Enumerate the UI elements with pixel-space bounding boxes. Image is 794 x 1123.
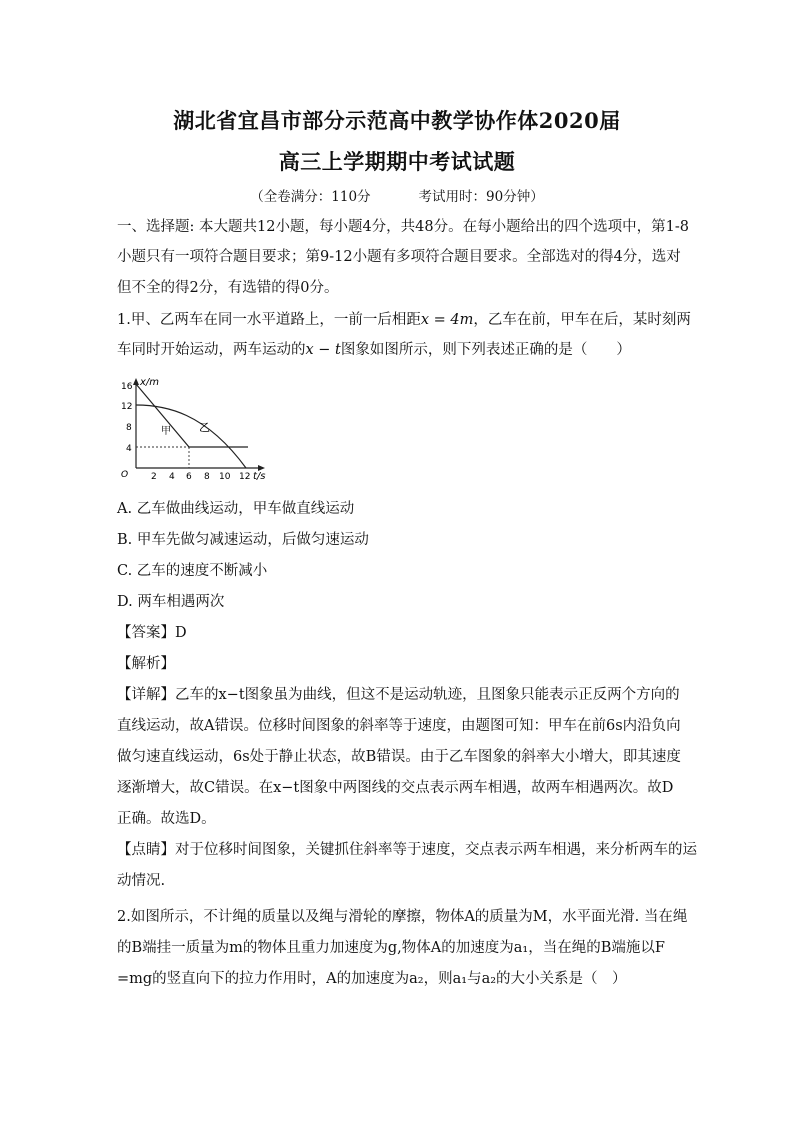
q1-stem-text: ，乙车在前，甲车在后，某时刻两 xyxy=(473,312,691,328)
q1-detail-line: 逐渐增大，故C错误。在x−t图象中两图线的交点表示两车相遇，故两车相遇两次。故D xyxy=(117,780,674,796)
q1-stem-math: x = 4m xyxy=(420,312,474,328)
q1-option-a: A. 乙车做曲线运动，甲车做直线运动 xyxy=(117,501,355,517)
section-line-1: 一、选择题: 本大题共12小题，每小题4分，共48分。在每小题给出的四个选项中，第1-8 xyxy=(117,219,689,235)
q1-stem-line-2 xyxy=(117,340,677,360)
q1-stem-line-1 xyxy=(117,310,691,330)
x-tick: 4 xyxy=(169,472,175,482)
q1-option-d: D. 两车相遇两次 xyxy=(117,594,225,610)
y-axis-arrow xyxy=(133,378,139,385)
q1-detail-line: 做匀速直线运动，6s处于静止状态，故B错误。由于乙车图象的斜率大小增大，即其速度 xyxy=(117,749,681,765)
title-line-2: 高三上学期期中考试试题 xyxy=(278,149,516,174)
y-tick: 16 xyxy=(121,382,133,392)
jia-line xyxy=(136,384,248,447)
q1-analysis-heading: 【解析】 xyxy=(117,656,175,672)
x-tick: 6 xyxy=(186,472,192,482)
title-line-1: 湖北省宜昌市部分示范高中教学协作体2020届 xyxy=(173,108,621,133)
q1-option-c: C. 乙车的速度不断减小 xyxy=(117,563,268,579)
q2-stem-line: 2.如图所示，不计绳的质量以及绳与滑轮的摩擦，物体A的质量为M，水平面光滑. 当在绳 xyxy=(117,909,688,925)
y-tick: 12 xyxy=(121,402,133,412)
q2-stem-line: 的B端挂一质量为m的物体且重力加速度为g,物体A的加速度为a₁，当在绳的B端施以F xyxy=(117,940,665,956)
q1-stem-math: x − t xyxy=(305,342,341,358)
exam-meta xyxy=(0,185,794,205)
origin-label: O xyxy=(121,470,129,480)
q1-answer: 【答案】D xyxy=(117,625,187,641)
q1-stem-text: 图象如图所示，则下列表述正确的是（ ） xyxy=(340,342,631,358)
section-line-2: 小题只有一项符合题目要求；第9-12小题有多项符合题目要求。全部选对的得4分，选对 xyxy=(117,249,681,265)
q1-stem-text: 1.甲、乙两车在同一水平道路上，一前一后相距 xyxy=(117,312,421,328)
q1-detail-line: 正确。故选D。 xyxy=(117,811,216,827)
jia-label: 甲 xyxy=(161,426,171,437)
q1-detail-line: 直线运动，故A错误。位移时间图象的斜率等于速度，由题图可知：甲车在前6s内沿负向 xyxy=(117,718,681,734)
q1-xt-figure xyxy=(115,376,285,482)
time-info: 考试用时：90分钟） xyxy=(418,189,544,205)
y-tick: 8 xyxy=(126,423,132,433)
x-axis-label: t/s xyxy=(253,471,266,482)
q1-stem-text: 车同时开始运动，两车运动的 xyxy=(117,342,306,358)
q2-stem-line: =mg的竖直向下的拉力作用时，A的加速度为a₂，则a₁与a₂的大小关系是（ ） xyxy=(117,971,627,987)
yi-curve xyxy=(136,405,246,468)
section-line-3: 但不全的得2分，有选错的得0分。 xyxy=(117,280,339,296)
q1-option-b: B. 甲车先做匀减速运动，后做匀速运动 xyxy=(117,532,369,548)
x-tick: 10 xyxy=(219,472,231,482)
y-tick: 4 xyxy=(126,444,132,454)
q1-comment-line: 【点睛】对于位移时间图象，关键抓住斜率等于速度，交点表示两车相遇，来分析两车的运 xyxy=(117,842,697,858)
q1-detail-line: 【详解】乙车的x−t图象虽为曲线，但这不是运动轨迹，且图象只能表示正反两个方向的 xyxy=(117,687,680,703)
y-axis-label: x/m xyxy=(140,377,160,388)
x-tick: 8 xyxy=(204,472,210,482)
yi-label: 乙 xyxy=(199,421,210,434)
x-tick: 2 xyxy=(151,472,157,482)
x-tick: 12 xyxy=(239,472,251,482)
q1-comment-line: 动情况. xyxy=(117,873,166,889)
score-info: （全卷满分：110分 xyxy=(250,189,371,205)
